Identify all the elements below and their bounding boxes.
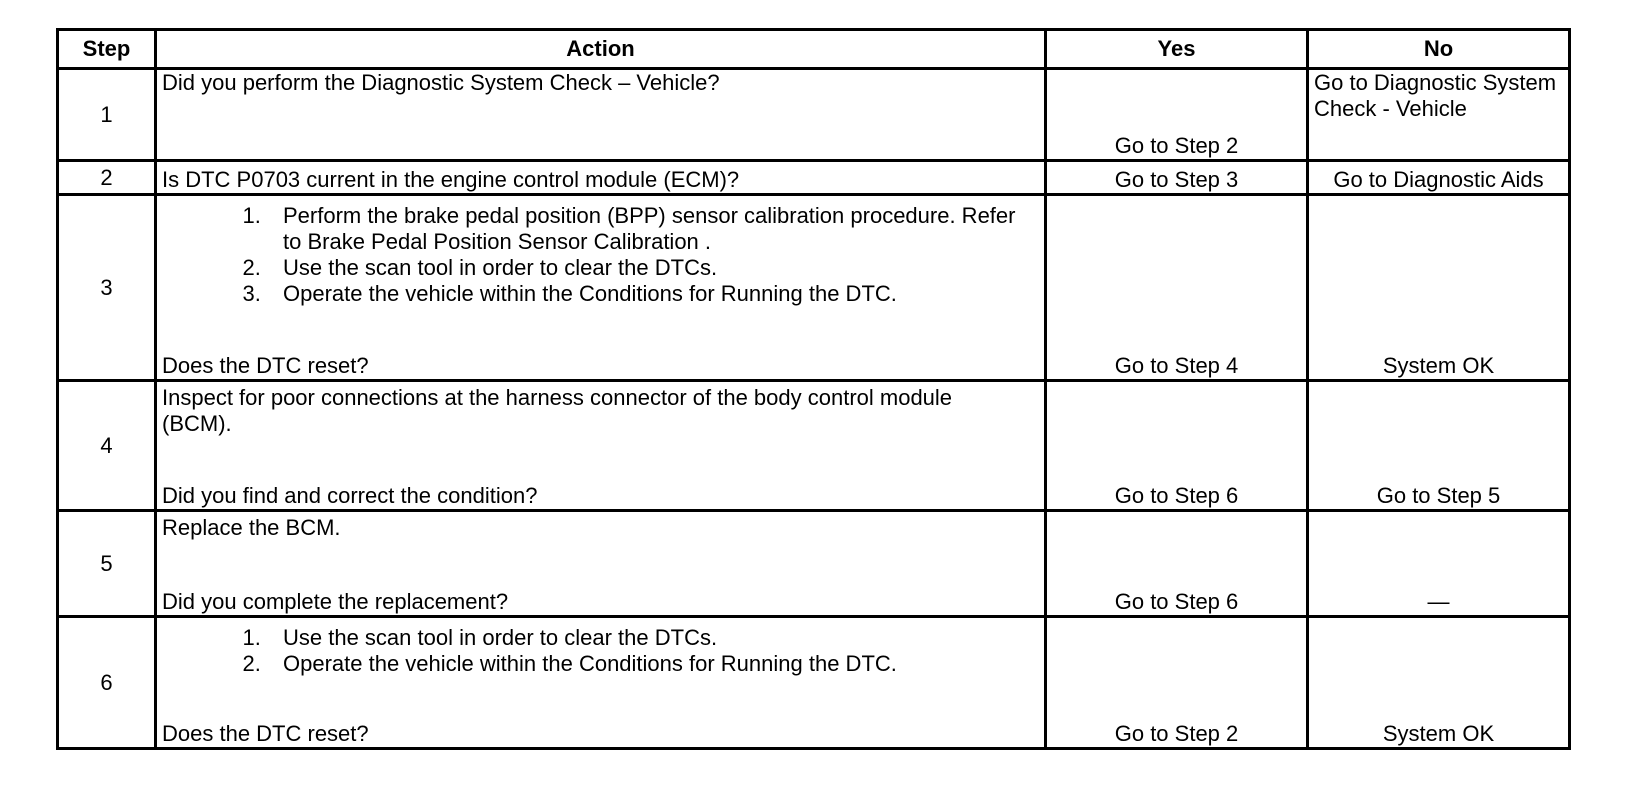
no-cell: Go to Diagnostic System Check - Vehicle [1308, 69, 1570, 161]
action-question: Is DTC P0703 current in the engine control module (ECM)? [162, 167, 740, 192]
action-question: Did you find and correct the condition? [162, 483, 538, 508]
action-intro: Replace the BCM. [162, 515, 341, 540]
table-row [58, 617, 1570, 749]
action-cell [156, 511, 1046, 617]
action-question: Did you complete the replacement? [162, 589, 509, 614]
procedure-step: 1. Use the scan tool in order to clear the DTCs. [267, 625, 1039, 651]
yes-cell: Go to Step 6 [1046, 381, 1308, 511]
no-cell: System OK [1308, 617, 1570, 749]
action-cell [156, 617, 1046, 749]
table-row [58, 511, 1570, 617]
action-intro: Inspect for poor connections at the harness connector of the body control module (BCM). [162, 385, 953, 436]
yes-cell: Go to Step 2 [1046, 617, 1308, 749]
step-number: 4 [58, 381, 156, 511]
action-cell [156, 161, 1046, 195]
procedure-step: 2. Operate the vehicle within the Conditions for Running the DTC. [267, 651, 1039, 677]
step-number: 3 [58, 195, 156, 381]
action-cell [156, 69, 1046, 161]
procedure-list [162, 625, 1039, 677]
action-cell [156, 195, 1046, 381]
procedure-step: 3. Operate the vehicle within the Conditions for Running the DTC. [267, 281, 1039, 307]
step-number: 2 [58, 161, 156, 195]
procedure-step: 1. Perform the brake pedal position (BPP) sensor calibration procedure. Refer to Brake Pedal Position Sensor Calibration . [267, 203, 1039, 255]
yes-cell: Go to Step 2 [1046, 69, 1308, 161]
procedure-step: 2. Use the scan tool in order to clear the DTCs. [267, 255, 1039, 281]
procedure-list [162, 203, 1039, 307]
action-question: Does the DTC reset? [162, 353, 369, 378]
table-row [58, 195, 1570, 381]
header-action: Action [156, 30, 1046, 69]
header-yes: Yes [1046, 30, 1308, 69]
no-cell: Go to Diagnostic Aids [1308, 161, 1570, 195]
step-number: 6 [58, 617, 156, 749]
table-row [58, 381, 1570, 511]
header-no: No [1308, 30, 1570, 69]
yes-cell: Go to Step 3 [1046, 161, 1308, 195]
header-row [58, 30, 1570, 69]
table-row [58, 161, 1570, 195]
header-step: Step [58, 30, 156, 69]
action-question: Did you perform the Diagnostic System Check – Vehicle? [162, 70, 720, 95]
yes-cell: Go to Step 6 [1046, 511, 1308, 617]
step-number: 1 [58, 69, 156, 161]
action-cell [156, 381, 1046, 511]
no-cell: System OK [1308, 195, 1570, 381]
no-cell: — [1308, 511, 1570, 617]
no-cell: Go to Step 5 [1308, 381, 1570, 511]
yes-cell: Go to Step 4 [1046, 195, 1308, 381]
table-row [58, 69, 1570, 161]
diagnostic-table [56, 28, 1571, 750]
step-number: 5 [58, 511, 156, 617]
action-question: Does the DTC reset? [162, 721, 369, 746]
